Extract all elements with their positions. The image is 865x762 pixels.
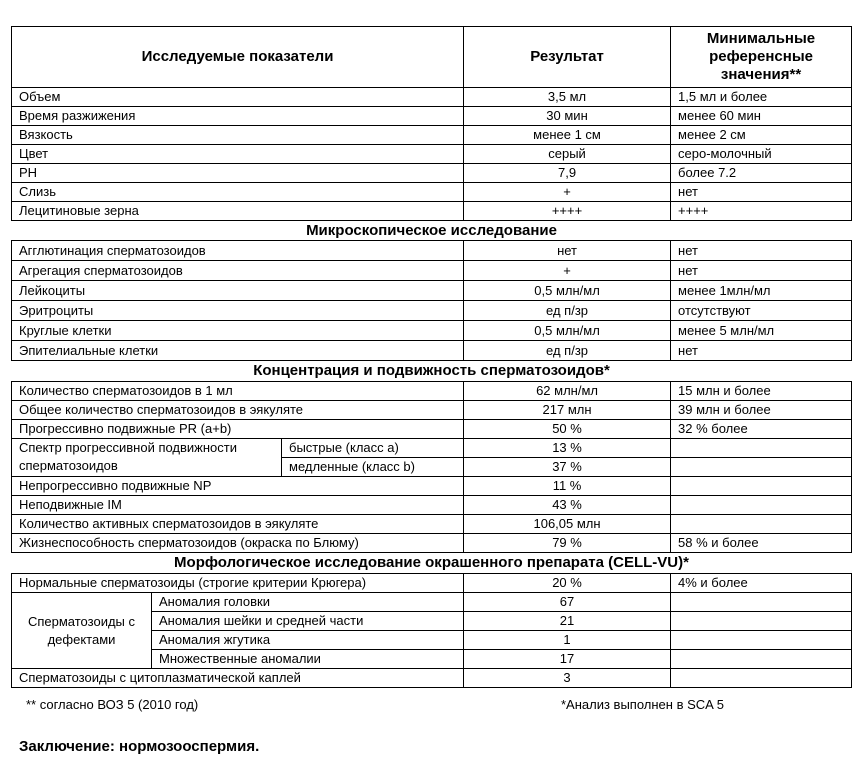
report-sheet xyxy=(11,26,851,688)
table-row: Сперматозоиды с цитоплазматической каплей 3 xyxy=(12,669,852,688)
section-title-row xyxy=(12,553,852,574)
section-title-morph: Морфологическое исследование окрашенного препарата (CELL-VU)* xyxy=(174,554,689,571)
table-row: Круглые клетки 0,5 млн/мл менее 5 млн/мл xyxy=(12,321,852,341)
table-row: Объем 3,5 мл 1,5 мл и более xyxy=(12,88,852,107)
table-row: Агглютинация сперматозоидов нет нет xyxy=(12,241,852,261)
table-row: Эпителиальные клетки ед п/зр нет xyxy=(12,341,852,361)
header-reference: Минимальные референсные значения** xyxy=(671,27,852,88)
section-title-micro: Микроскопическое исследование xyxy=(306,221,557,239)
table-row: Количество активных сперматозоидов в эякуляте 106,05 млн xyxy=(12,515,852,534)
results-table xyxy=(11,26,852,688)
table-row: Аномалия жгутика 1 xyxy=(12,631,852,650)
table-row: Лейкоциты 0,5 млн/мл менее 1млн/мл xyxy=(12,281,852,301)
table-row: Агрегация сперматозоидов + нет xyxy=(12,261,852,281)
table-row: Общее количество сперматозоидов в эякуляте 217 млн 39 млн и более xyxy=(12,401,852,420)
table-row: Время разжижения 30 мин менее 60 мин xyxy=(12,107,852,126)
table-row: медленные (класс b) 37 % xyxy=(12,458,852,477)
header-row xyxy=(12,27,852,88)
table-row: Непрогрессивно подвижные NP 11 % xyxy=(12,477,852,496)
section-title-row xyxy=(12,221,852,241)
table-row: Эритроциты ед п/зр отсутствуют xyxy=(12,301,852,321)
table-row: PH 7,9 более 7.2 xyxy=(12,164,852,183)
table-row: Количество сперматозоидов в 1 мл 62 млн/мл 15 млн и более xyxy=(12,382,852,401)
section-title-row xyxy=(12,361,852,382)
conclusion: Заключение: нормозооспермия. xyxy=(19,738,260,755)
table-row: Лецитиновые зерна ++++ ++++ xyxy=(12,202,852,221)
footnote-who: ** согласно ВОЗ 5 (2010 год) xyxy=(26,697,199,712)
table-row: Жизнеспособность сперматозоидов (окраска по Блюму) 79 % 58 % и более xyxy=(12,534,852,553)
table-row: Спектр прогрессивной подвижности сперматозоидов быстрые (класс a) 13 % xyxy=(12,439,852,458)
section-title-motility: Концентрация и подвижность сперматозоидов* xyxy=(253,362,610,379)
header-result: Результат xyxy=(464,27,671,88)
table-row: Нормальные сперматозоиды (строгие критерии Крюгера) 20 % 4% и более xyxy=(12,574,852,593)
footnote-sca: *Анализ выполнен в SCA 5 xyxy=(561,697,724,712)
spectrum-label: Спектр прогрессивной подвижности сперматозоидов xyxy=(12,439,282,477)
table-row: Аномалия шейки и средней части 21 xyxy=(12,612,852,631)
table-row: Сперматозоиды с дефектами Аномалия головки 67 xyxy=(12,593,852,612)
table-row: Слизь + нет xyxy=(12,183,852,202)
table-row: Цвет серый серо-молочный xyxy=(12,145,852,164)
header-indicators: Исследуемые показатели xyxy=(12,27,464,88)
defects-label: Сперматозоиды с дефектами xyxy=(12,593,152,669)
table-row: Множественные аномалии 17 xyxy=(12,650,852,669)
table-row: Вязкость менее 1 см менее 2 см xyxy=(12,126,852,145)
table-row: Прогрессивно подвижные PR (a+b) 50 % 32 % более xyxy=(12,420,852,439)
table-row: Неподвижные IM 43 % xyxy=(12,496,852,515)
